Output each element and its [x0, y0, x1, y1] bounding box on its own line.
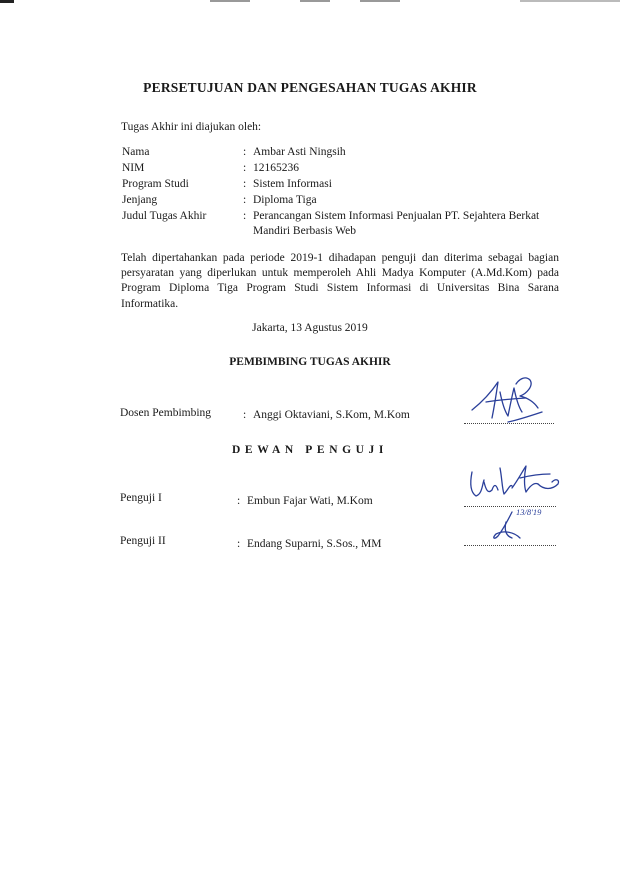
scan-edge-mark: [210, 0, 250, 2]
examiner-2-label: Penguji II: [120, 535, 166, 547]
field-value-level: Diploma Tiga: [253, 194, 317, 206]
field-colon: :: [243, 162, 247, 174]
scan-edge-mark: [0, 0, 14, 3]
place-date: Jakarta, 13 Agustus 2019: [252, 322, 368, 334]
field-label-program: Program Studi: [122, 178, 189, 190]
examiner-2-signature-line: [464, 545, 556, 546]
examiner-2-name: Endang Suparni, S.Sos., MM: [247, 538, 382, 550]
supervisor-name: Anggi Oktaviani, S.Kom, M.Kom: [253, 409, 410, 421]
field-value-thesis-title-line2: Mandiri Berbasis Web: [253, 225, 356, 237]
field-colon: :: [243, 146, 247, 158]
document-title: PERSETUJUAN DAN PENGESAHAN TUGAS AKHIR: [143, 80, 477, 95]
supervisor-label: Dosen Pembimbing: [120, 407, 212, 419]
field-colon: :: [237, 538, 241, 550]
field-colon: :: [243, 194, 247, 206]
supervisor-signature: [468, 372, 554, 428]
field-colon: :: [243, 409, 247, 421]
field-value-name: Ambar Asti Ningsih: [253, 146, 346, 158]
field-colon: :: [243, 210, 247, 222]
field-value-nim: 12165236: [253, 162, 299, 174]
field-value-thesis-title-line1: Perancangan Sistem Informasi Penjualan PT. Sejahtera Berkat: [253, 210, 540, 222]
signature-date-note: 13/8'19: [516, 507, 542, 517]
field-label-name: Nama: [122, 146, 150, 158]
scan-edge-mark: [300, 0, 330, 2]
supervisor-heading: PEMBIMBING TUGAS AKHIR: [229, 356, 391, 368]
field-label-thesis-title: Judul Tugas Akhir: [122, 210, 207, 222]
examiner-1-name: Embun Fajar Wati, M.Kom: [247, 495, 373, 507]
scan-edge-mark: [360, 0, 400, 2]
defense-statement: Telah dipertahankan pada periode 2019-1 dihadapan penguji dan diterima sebagai bagian persyaratan yang diperlukan untuk memperoleh Ahli Madya Komputer (A.Md.Kom) pada Program Diploma Tiga Program Studi Sistem Informasi di Universitas Bina Sarana Informatika.: [121, 252, 559, 310]
scan-edge-mark: [520, 0, 620, 2]
intro-text: Tugas Akhir ini diajukan oleh:: [121, 121, 262, 133]
examiners-heading: DEWAN PENGUJI: [232, 444, 388, 456]
field-colon: :: [243, 178, 247, 190]
field-label-level: Jenjang: [122, 194, 158, 206]
field-label-nim: NIM: [122, 162, 145, 174]
supervisor-signature-line: [464, 423, 554, 424]
field-colon: :: [237, 495, 241, 507]
examiner-1-label: Penguji I: [120, 492, 162, 504]
examiner-1-signature: [466, 460, 566, 508]
examiner-1-signature-line: [464, 506, 556, 507]
field-value-program: Sistem Informasi: [253, 178, 332, 190]
